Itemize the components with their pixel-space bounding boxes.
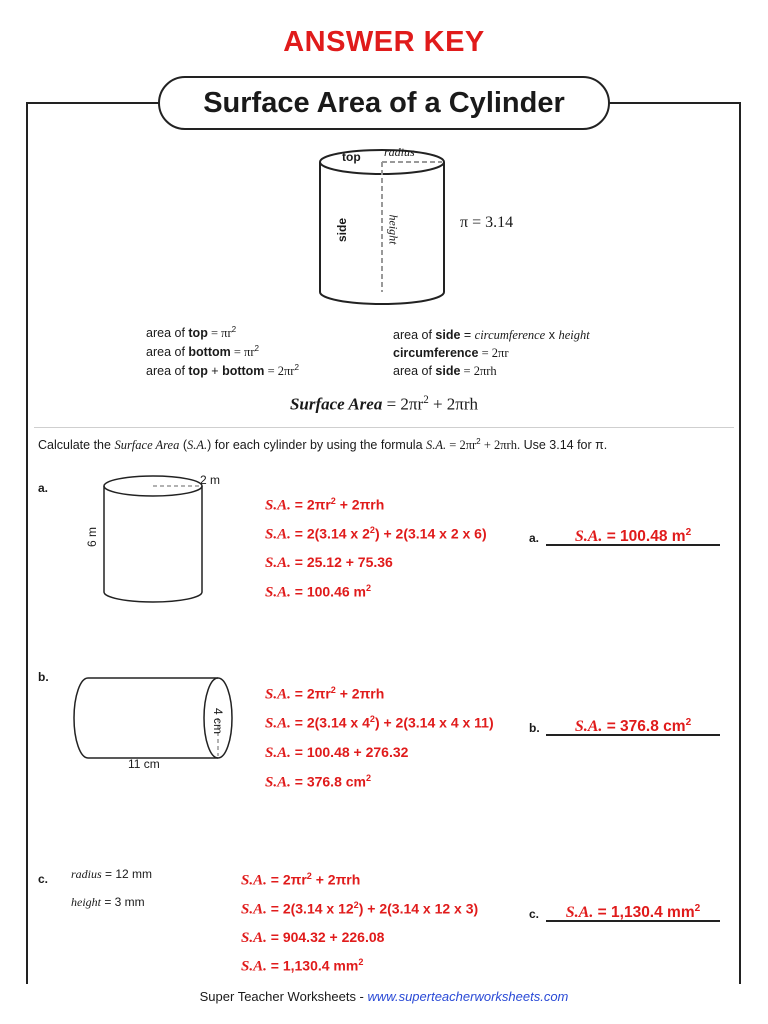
problem-c-letter: c.: [38, 872, 49, 886]
problem-b-step-2: S.A. = 2(3.14 x $4^2) + 2(3.14$ x 4 x 11): [265, 714, 494, 732]
answer-a-letter: a.: [529, 531, 540, 545]
answer-key-heading: ANSWER KEY: [283, 26, 485, 58]
answer-b: S.A. = 376.8 $cm^2$: [546, 712, 720, 736]
answer-c: S.A. = 1,130.4 $mm^2$: [546, 898, 720, 922]
cylinder-a-radius: 2 m: [200, 473, 221, 487]
answer-c-letter: c.: [529, 907, 540, 921]
height-label: height: [386, 214, 401, 245]
answer-b-letter: b.: [529, 721, 540, 735]
answer-a: S.A. = 100.48 $m^2$: [546, 522, 720, 546]
instructions: Calculate the Surface Area (S.A.) for each cylinder by using the formula S.A. = $2\pi r^2 + 2\pi rh$. Use 3.14 for π.: [38, 437, 608, 453]
problem-b-step-3: S.A. = 100.48 + 276.32: [265, 744, 409, 761]
problem-c-step-4: S.A. = 1,130.4 $mm^2$: [241, 957, 364, 975]
top-bottom-formula: area of top + bottom = $2\pi r^2$: [146, 363, 299, 379]
side-formula: area of side = 2πrh: [393, 364, 497, 378]
cylinder-b-height: 11 cm: [128, 757, 160, 771]
side-area-formula: area of side = circumference x height: [393, 328, 590, 342]
problem-a-letter: a.: [38, 481, 49, 495]
problem-b-letter: b.: [38, 670, 49, 684]
cylinder-a: [100, 472, 210, 606]
bottom-area-formula: area of bottom = $\pi r^2$: [146, 344, 260, 360]
given-height: height = 3 mm: [71, 895, 145, 909]
pi-value: π = 3.14: [460, 214, 514, 231]
circumference-formula: circumference = 2πr: [393, 346, 509, 360]
problem-c-step-3: S.A. = 904.32 + 226.08: [241, 929, 385, 946]
cylinder-b-radius: 4 cm: [211, 707, 226, 735]
radius-label: radius: [384, 145, 415, 159]
problem-a-step-1: S.A. = $2\pi r^2 + 2\pi rh$: [265, 496, 385, 514]
top-area-formula: area of top = $\pi r^2$: [146, 325, 237, 341]
section-divider: [34, 427, 734, 428]
cylinder-a-height: 6 m: [85, 526, 100, 548]
surface-area-formula: Surface Area = $2\pi r^2 + 2\pi rh$: [289, 394, 479, 414]
footer-link[interactable]: www.superteacherworksheets.com: [367, 989, 569, 1004]
problem-b-step-1: S.A. = $2\pi r^2 + 2\pi rh$: [265, 685, 385, 703]
top-label: top: [342, 150, 361, 164]
footer-brand: Super Teacher Worksheets -: [199, 989, 368, 1004]
side-label: side: [335, 217, 350, 243]
problem-a-step-4: S.A. = 100.46 $m^2$: [265, 583, 372, 601]
footer: [0, 989, 768, 1004]
problem-b-step-4: S.A. = 376.8 $cm^2$: [265, 773, 372, 791]
problem-c-step-2: S.A. = 2(3.14 x $12^2) + 2(3.14$ x 12 x 3): [241, 900, 479, 918]
problem-a-step-3: S.A. = 25.12 + 75.36: [265, 554, 393, 571]
given-radius: radius = 12 mm: [71, 867, 153, 881]
problem-c-step-1: S.A. = $2\pi r^2 + 2\pi rh$: [241, 871, 361, 889]
problem-a-step-2: S.A. = 2(3.14 x $2^2) + 2(3.14$ x 2 x 6): [265, 525, 487, 543]
page-title: Surface Area of a Cylinder: [158, 76, 610, 130]
